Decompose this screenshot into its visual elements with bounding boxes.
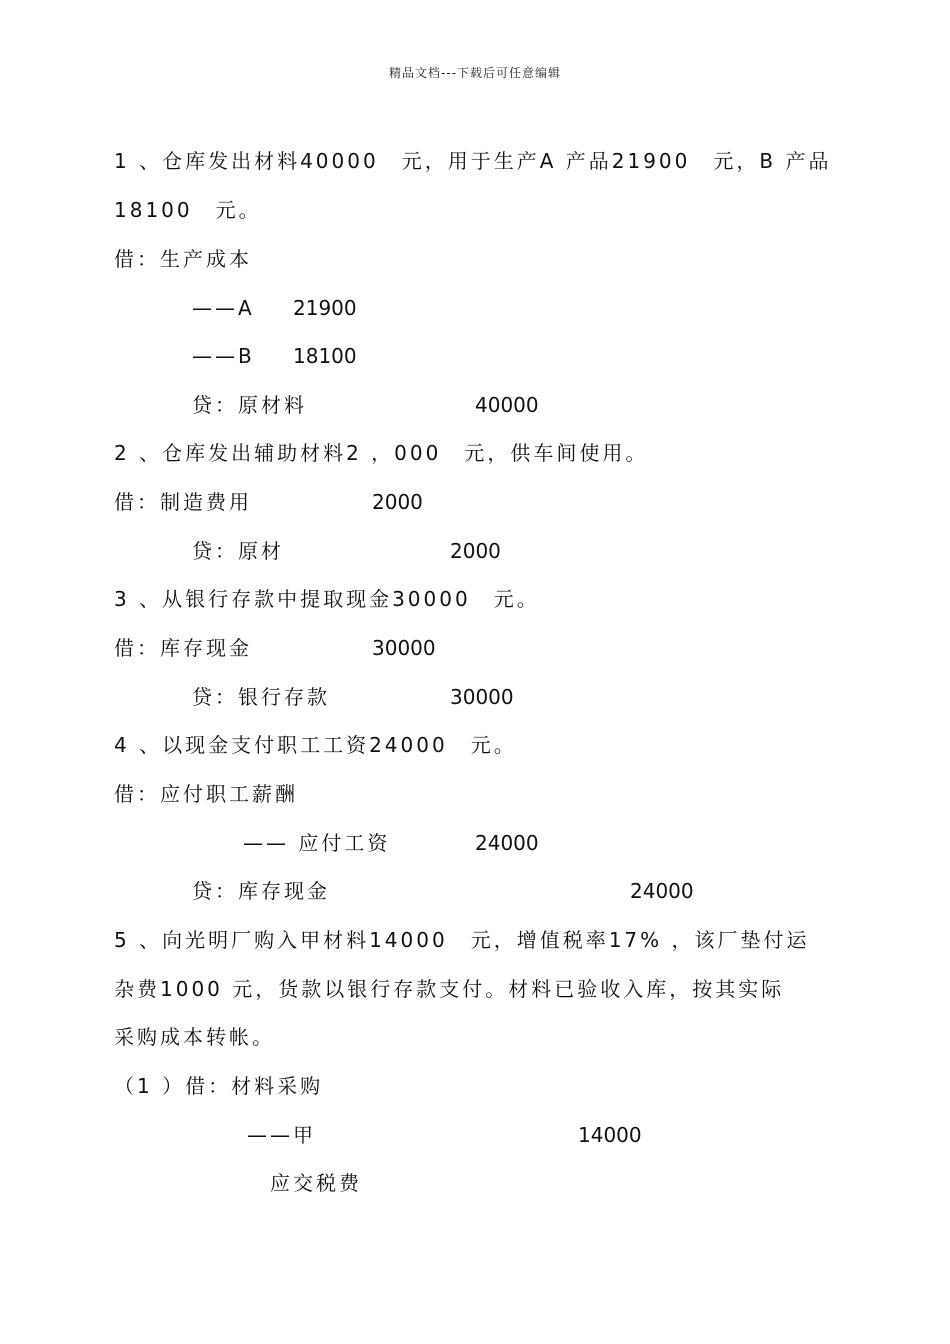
entry-5-line-2: 杂费1000 元，货款以银行存款支付。材料已验收入库，按其实际 bbox=[114, 977, 785, 1001]
entry-2-line: 2 、仓库发出辅助材料2 ，000 元，供车间使用。 bbox=[114, 441, 649, 465]
debit-line: 借：制造费用 bbox=[114, 490, 252, 514]
credit-line: 贷：银行存款 bbox=[192, 685, 330, 709]
entry-5-line-3: 采购成本转帐。 bbox=[114, 1025, 275, 1049]
entry-1-line-2: 18100 元。 bbox=[114, 198, 262, 222]
credit-line: 贷：原材料 bbox=[192, 393, 307, 417]
sub-account-b: ——B bbox=[192, 344, 255, 368]
debit-line: 借：应付职工薪酬 bbox=[114, 782, 298, 806]
amount: 2000 bbox=[372, 490, 423, 514]
debit-line: （1 ）借：材料采购 bbox=[114, 1074, 324, 1098]
credit-line: 贷：库存现金 bbox=[192, 879, 330, 903]
amount: 30000 bbox=[372, 636, 436, 660]
amount: 18100 bbox=[293, 344, 357, 368]
amount: 30000 bbox=[450, 685, 514, 709]
entry-5-line-1: 5 、向光明厂购入甲材料14000 元，增值税率17% ，该厂垫付运 bbox=[114, 928, 810, 952]
sub-account-wages: —— 应付工资 bbox=[243, 831, 391, 855]
page-header: 精品文档---下载后可任意编辑 bbox=[389, 66, 561, 80]
amount: 14000 bbox=[578, 1123, 642, 1147]
amount: 2000 bbox=[450, 539, 501, 563]
sub-account-a: ——A bbox=[192, 296, 255, 320]
entry-1-line-1: 1 、仓库发出材料40000 元，用于生产A 产品21900 元，B 产品 bbox=[114, 149, 832, 173]
amount: 24000 bbox=[475, 831, 539, 855]
debit-line: 借：生产成本 bbox=[114, 247, 252, 271]
entry-3-line: 3 、从银行存款中提取现金30000 元。 bbox=[114, 587, 540, 611]
credit-line: 贷：原材 bbox=[192, 539, 284, 563]
amount: 24000 bbox=[630, 879, 694, 903]
debit-line: 借：库存现金 bbox=[114, 636, 252, 660]
sub-account-jia: ——甲 bbox=[247, 1123, 316, 1147]
amount: 40000 bbox=[475, 393, 539, 417]
tax-account-line: 应交税费 bbox=[270, 1171, 362, 1195]
amount: 21900 bbox=[293, 296, 357, 320]
entry-4-line: 4 、以现金支付职工工资24000 元。 bbox=[114, 733, 517, 757]
